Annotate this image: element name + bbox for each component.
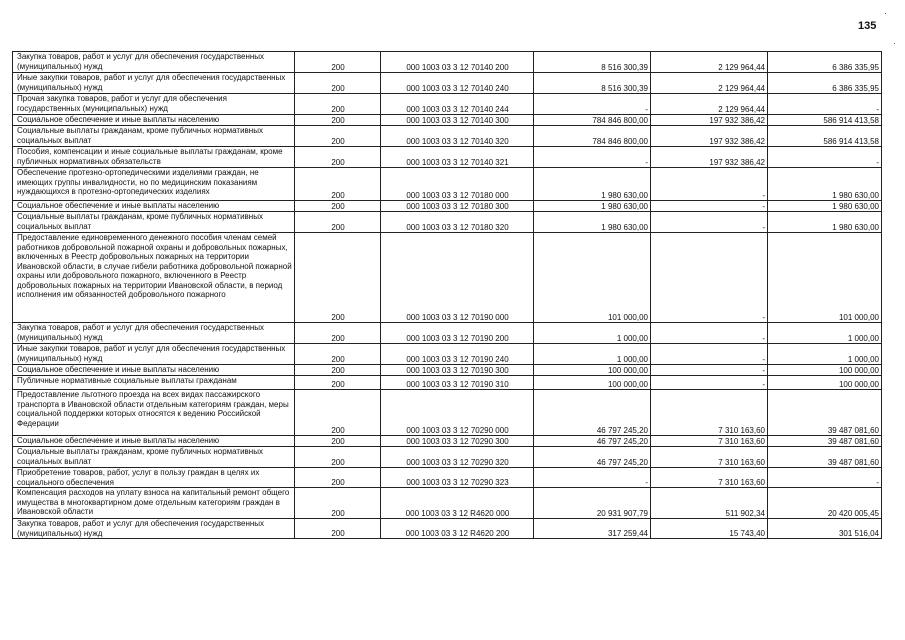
row-name-text: Иные закупки товаров, работ и услуг для обеспечения государственных (муниципальных) нужд (17, 73, 286, 92)
row-change-cell: 2 129 964,44 (651, 73, 768, 94)
row-total-cell: 20 420 005,45 (768, 488, 882, 519)
table-row (13, 376, 882, 390)
table-row (13, 390, 882, 436)
row-change-cell: 511 902,34 (651, 488, 768, 519)
row-grbs-cell: 200 (295, 436, 381, 447)
row-name-text: Социальное обеспечение и иные выплаты населению (17, 365, 220, 374)
row-total-cell: 100 000,00 (768, 365, 882, 376)
row-grbs-cell: 200 (295, 233, 381, 323)
row-code-cell: 000 1003 03 3 12 70190 200 (381, 323, 534, 344)
row-approved-cell: - (534, 94, 651, 115)
table-row (13, 519, 882, 539)
table-row (13, 447, 882, 468)
row-total-cell: 39 487 081,60 (768, 436, 882, 447)
row-total-cell: 6 386 335,95 (768, 73, 882, 94)
row-name-cell (13, 168, 295, 201)
row-change-cell: - (651, 212, 768, 233)
row-name-text: Закупка товаров, работ и услуг для обеспечения государственных (муниципальных) нужд (17, 519, 265, 538)
row-approved-cell: 1 980 630,00 (534, 201, 651, 212)
row-grbs-cell: 200 (295, 488, 381, 519)
table-row (13, 115, 882, 126)
row-name-cell (13, 447, 295, 468)
row-grbs-cell: 200 (295, 126, 381, 147)
budget-table (12, 51, 882, 539)
row-name-text: Социальные выплаты гражданам, кроме публичных нормативных социальных выплат (17, 126, 263, 145)
row-name-cell (13, 376, 295, 390)
row-name-text: Иные закупки товаров, работ и услуг для обеспечения государственных (муниципальных) нужд (17, 344, 286, 363)
table-row (13, 436, 882, 447)
row-name-text: Публичные нормативные социальные выплаты гражданам (17, 376, 237, 385)
row-change-cell: 197 932 386,42 (651, 126, 768, 147)
row-change-cell: 7 310 163,60 (651, 436, 768, 447)
row-name-text: Социальное обеспечение и иные выплаты населению (17, 115, 220, 124)
row-code-cell: 000 1003 03 3 12 70290 320 (381, 447, 534, 468)
row-total-cell: 1 980 630,00 (768, 201, 882, 212)
row-grbs-cell: 200 (295, 365, 381, 376)
row-approved-cell: 784 846 800,00 (534, 126, 651, 147)
row-approved-cell: 8 516 300,39 (534, 52, 651, 73)
row-grbs-cell: 200 (295, 376, 381, 390)
row-change-cell: 7 310 163,60 (651, 390, 768, 436)
row-grbs-cell: 200 (295, 115, 381, 126)
row-code-cell: 000 1003 03 3 12 70190 310 (381, 376, 534, 390)
table-row (13, 52, 882, 73)
row-name-cell (13, 436, 295, 447)
row-name-text: Закупка товаров, работ и услуг для обеспечения государственных (муниципальных) нужд (17, 323, 265, 342)
row-approved-cell: 1 000,00 (534, 323, 651, 344)
row-total-cell: 6 386 335,95 (768, 52, 882, 73)
row-grbs-cell: 200 (295, 73, 381, 94)
table-row (13, 365, 882, 376)
row-code-cell: 000 1003 03 3 12 70180 320 (381, 212, 534, 233)
row-code-cell: 000 1003 03 3 12 70290 323 (381, 468, 534, 488)
row-approved-cell: 8 516 300,39 (534, 73, 651, 94)
row-grbs-cell: 200 (295, 447, 381, 468)
row-name-cell (13, 52, 295, 73)
page-number: 135 (858, 20, 877, 32)
row-total-cell: - (768, 468, 882, 488)
row-grbs-cell: 200 (295, 201, 381, 212)
table-row (13, 468, 882, 488)
row-grbs-cell: 200 (295, 323, 381, 344)
table-row (13, 344, 882, 365)
row-name-cell (13, 488, 295, 519)
row-total-cell: 39 487 081,60 (768, 447, 882, 468)
row-total-cell: - (768, 94, 882, 115)
row-change-cell: 7 310 163,60 (651, 468, 768, 488)
row-total-cell: 301 516,04 (768, 519, 882, 539)
row-code-cell: 000 1003 03 3 12 70180 000 (381, 168, 534, 201)
row-name-text: Социальное обеспечение и иные выплаты населению (17, 436, 220, 445)
row-name-cell (13, 468, 295, 488)
row-code-cell: 000 1003 03 3 12 70140 320 (381, 126, 534, 147)
row-code-cell: 000 1003 03 3 12 70290 000 (381, 390, 534, 436)
row-grbs-cell: 200 (295, 168, 381, 201)
row-total-cell: 586 914 413,58 (768, 126, 882, 147)
row-total-cell: 586 914 413,58 (768, 115, 882, 126)
row-name-cell (13, 323, 295, 344)
table-row (13, 147, 882, 168)
row-grbs-cell: 200 (295, 94, 381, 115)
row-approved-cell: 46 797 245,20 (534, 447, 651, 468)
scan-speck: · (884, 8, 887, 18)
row-change-cell: - (651, 233, 768, 323)
row-approved-cell: 317 259,44 (534, 519, 651, 539)
row-code-cell: 000 1003 03 3 12 70140 240 (381, 73, 534, 94)
row-total-cell: 1 980 630,00 (768, 212, 882, 233)
row-name-text: Пособия, компенсации и иные социальные выплаты гражданам, кроме публичных нормативных обязательств (17, 147, 283, 166)
row-name-cell (13, 233, 295, 323)
row-change-cell: - (651, 168, 768, 201)
row-approved-cell: 1 000,00 (534, 344, 651, 365)
row-change-cell: 15 743,40 (651, 519, 768, 539)
row-approved-cell: 1 980 630,00 (534, 212, 651, 233)
row-total-cell: 1 000,00 (768, 323, 882, 344)
row-name-cell (13, 390, 295, 436)
row-code-cell: 000 1003 03 3 12 70140 300 (381, 115, 534, 126)
row-approved-cell: 1 980 630,00 (534, 168, 651, 201)
table-body (13, 52, 882, 539)
row-approved-cell: 100 000,00 (534, 365, 651, 376)
table-row (13, 168, 882, 201)
row-total-cell: 1 980 630,00 (768, 168, 882, 201)
row-name-cell (13, 365, 295, 376)
row-change-cell: - (651, 201, 768, 212)
row-change-cell: - (651, 365, 768, 376)
row-total-cell: 101 000,00 (768, 233, 882, 323)
row-change-cell: - (651, 376, 768, 390)
row-code-cell: 000 1003 03 3 12 R4620 000 (381, 488, 534, 519)
table-row (13, 488, 882, 519)
row-approved-cell: 46 797 245,20 (534, 390, 651, 436)
row-code-cell: 000 1003 03 3 12 R4620 200 (381, 519, 534, 539)
row-change-cell: 2 129 964,44 (651, 52, 768, 73)
row-code-cell: 000 1003 03 3 12 70290 300 (381, 436, 534, 447)
row-name-text: Социальные выплаты гражданам, кроме публичных нормативных социальных выплат (17, 447, 263, 466)
row-code-cell: 000 1003 03 3 12 70190 000 (381, 233, 534, 323)
row-grbs-cell: 200 (295, 52, 381, 73)
row-code-cell: 000 1003 03 3 12 70180 300 (381, 201, 534, 212)
table-row (13, 233, 882, 323)
row-approved-cell: 100 000,00 (534, 376, 651, 390)
row-name-cell (13, 201, 295, 212)
row-name-cell (13, 519, 295, 539)
row-code-cell: 000 1003 03 3 12 70140 200 (381, 52, 534, 73)
row-code-cell: 000 1003 03 3 12 70140 321 (381, 147, 534, 168)
row-approved-cell: 101 000,00 (534, 233, 651, 323)
row-total-cell: 39 487 081,60 (768, 390, 882, 436)
table-row (13, 94, 882, 115)
row-approved-cell: - (534, 468, 651, 488)
row-change-cell: 2 129 964,44 (651, 94, 768, 115)
row-code-cell: 000 1003 03 3 12 70140 244 (381, 94, 534, 115)
row-name-text: Закупка товаров, работ и услуг для обеспечения государственных (муниципальных) нужд (17, 52, 265, 71)
row-total-cell: 100 000,00 (768, 376, 882, 390)
row-name-text: Предоставление льготного проезда на всех видах пассажирского транспорта в Ивановской области отдельным категориям граждан, меры социальной поддержки которых относятся к ведению Российской Федерации (17, 390, 289, 428)
row-change-cell: 197 932 386,42 (651, 147, 768, 168)
table-row (13, 201, 882, 212)
row-code-cell: 000 1003 03 3 12 70190 240 (381, 344, 534, 365)
row-approved-cell: 784 846 800,00 (534, 115, 651, 126)
row-approved-cell: - (534, 147, 651, 168)
row-name-text: Предоставление единовременного денежного пособия членам семей работников добровольной пожарной охраны и добровольных пожарных, включенных в Реестр добровольных пожарных на территории Ивановской области, в случае гибели работника добровольной пожарной охраны или добровольного пожарного, включенного в Реестр добровольных пожарных на территории Ивановской области, в период исполнения им обязанностей добровольного пожарного (17, 233, 292, 299)
row-name-cell (13, 73, 295, 94)
row-name-cell (13, 147, 295, 168)
row-total-cell: 1 000,00 (768, 344, 882, 365)
row-code-cell: 000 1003 03 3 12 70190 300 (381, 365, 534, 376)
row-name-cell (13, 126, 295, 147)
row-approved-cell: 46 797 245,20 (534, 436, 651, 447)
scan-speck: · (893, 38, 896, 48)
row-name-text: Прочая закупка товаров, работ и услуг для обеспечения государственных (муниципальных) нужд (17, 94, 227, 113)
row-name-text: Социальные выплаты гражданам, кроме публичных нормативных социальных выплат (17, 212, 263, 231)
table-row (13, 126, 882, 147)
row-name-cell (13, 344, 295, 365)
row-approved-cell: 20 931 907,79 (534, 488, 651, 519)
row-name-cell (13, 212, 295, 233)
row-grbs-cell: 200 (295, 147, 381, 168)
row-change-cell: - (651, 344, 768, 365)
row-change-cell: 7 310 163,60 (651, 447, 768, 468)
row-total-cell: - (768, 147, 882, 168)
row-grbs-cell: 200 (295, 344, 381, 365)
row-change-cell: - (651, 323, 768, 344)
row-name-text: Приобретение товаров, работ, услуг в пользу граждан в целях их социального обеспечения (17, 468, 260, 487)
row-name-cell (13, 115, 295, 126)
row-grbs-cell: 200 (295, 519, 381, 539)
row-name-cell (13, 94, 295, 115)
table-row (13, 73, 882, 94)
table-row (13, 212, 882, 233)
row-grbs-cell: 200 (295, 390, 381, 436)
row-grbs-cell: 200 (295, 468, 381, 488)
row-name-text: Социальное обеспечение и иные выплаты населению (17, 201, 220, 210)
row-name-text: Обеспечение протезно-ортопедическими изделиями граждан, не имеющих группы инвалидности, но по медицинским показаниям нуждающихся в протезно-ортопедических изделиях (17, 168, 259, 196)
table-row (13, 323, 882, 344)
row-name-text: Компенсация расходов на уплату взноса на капитальный ремонт общего имущества в многоквартирном доме отдельным категориям граждан в Ивановской области (17, 488, 290, 516)
row-grbs-cell: 200 (295, 212, 381, 233)
row-change-cell: 197 932 386,42 (651, 115, 768, 126)
